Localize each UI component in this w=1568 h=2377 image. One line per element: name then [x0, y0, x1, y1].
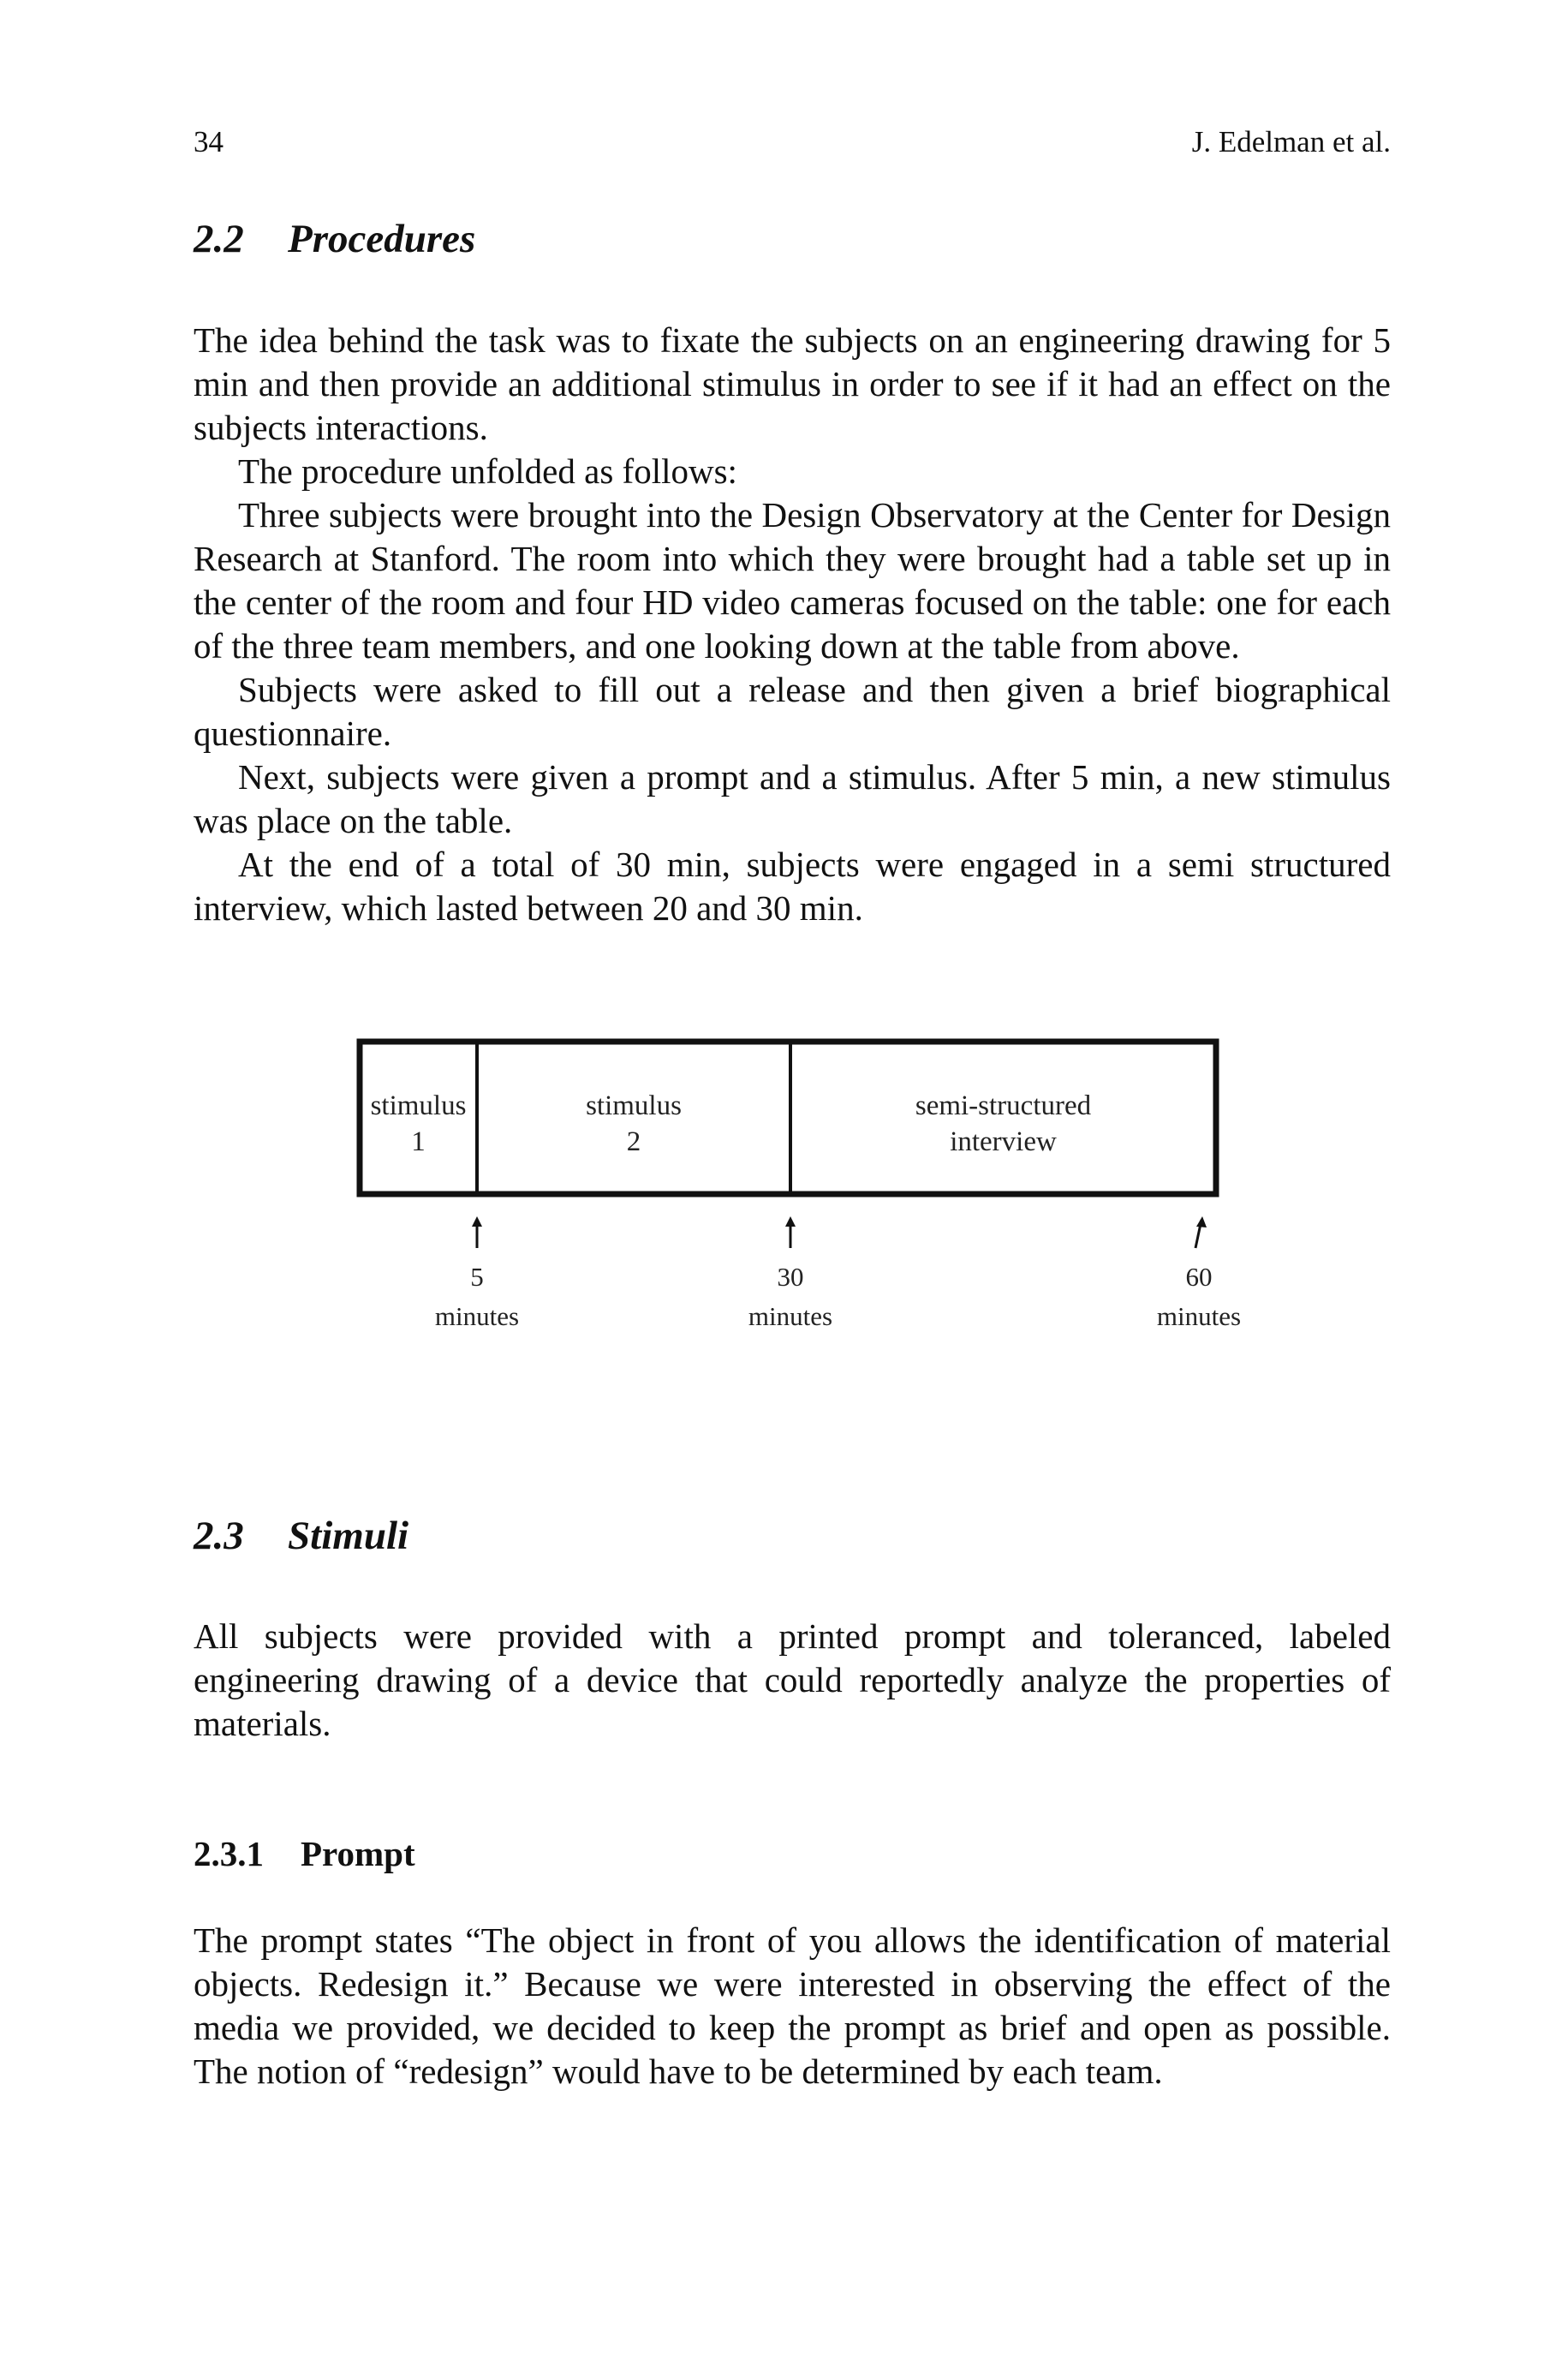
- segment-label: interview: [950, 1126, 1057, 1157]
- subsection-2-3-1-body: [194, 1919, 1391, 2093]
- timeline-figure: [343, 1038, 1250, 1355]
- timeline-segment: [790, 1088, 1216, 1160]
- section-heading-2-2: [194, 216, 475, 262]
- section-heading-2-3: [194, 1513, 408, 1559]
- timeline-marker: [408, 1257, 546, 1336]
- timeline-segment: [477, 1088, 790, 1160]
- paragraph: All subjects were provided with a printed prompt and toleranced, labeled engineering drawing of a device that could reportedly analyze the properties of materials.: [194, 1616, 1391, 1743]
- timeline-marker: [722, 1257, 859, 1336]
- section-number: 2.2: [194, 217, 244, 261]
- paragraph: Subjects were asked to fill out a release and then given a brief biographical questionnaire.: [194, 670, 1391, 753]
- paragraph: Next, subjects were given a prompt and a stimulus. After 5 min, a new stimulus was place on the table.: [194, 757, 1391, 840]
- paragraph: Three subjects were brought into the Design Observatory at the Center for Design Research at Stanford. The room into which they were brought had a table set up in the center of the room and four HD video cameras focused on the table: one for each of the three team members, and one looking down at the table from above.: [194, 495, 1391, 666]
- paragraph: The procedure unfolded as follows:: [238, 451, 737, 491]
- timeline-marker: [1130, 1257, 1267, 1336]
- segment-label: 1: [411, 1126, 426, 1157]
- paragraph: The prompt states “The object in front of you allows the identification of material objects. Redesign it.” Because we were interested in observing the effect of the media we provided, we decided to keep the prompt as brief and open as possible. The notion of “redesign” would have to be determined by each team.: [194, 1920, 1391, 2091]
- running-head-authors: J. Edelman et al.: [1191, 125, 1391, 158]
- page-number: 34: [194, 125, 224, 158]
- segment-label: stimulus: [586, 1090, 682, 1121]
- marker-unit: minutes: [434, 1301, 520, 1331]
- arrow-up-icon: [472, 1216, 482, 1248]
- marker-value: 30: [777, 1262, 804, 1292]
- segment-label: semi-structured: [915, 1090, 1092, 1121]
- subsection-heading-2-3-1: [194, 1833, 415, 1874]
- timeline-segment: [360, 1088, 477, 1160]
- subsection-title: Prompt: [301, 1834, 415, 1873]
- marker-value: 60: [1185, 1262, 1213, 1292]
- marker-value: 5: [470, 1262, 484, 1292]
- section-title: Procedures: [288, 217, 476, 261]
- segment-label: stimulus: [370, 1090, 467, 1121]
- segment-label: 2: [626, 1126, 641, 1157]
- arrow-up-icon: [785, 1216, 796, 1248]
- section-2-2-body: [194, 319, 1391, 930]
- marker-unit: minutes: [748, 1301, 833, 1331]
- section-2-3-body: [194, 1615, 1391, 1746]
- subsection-number: 2.3.1: [194, 1834, 264, 1873]
- arrow-up-icon: [1195, 1216, 1207, 1248]
- marker-unit: minutes: [1156, 1301, 1242, 1331]
- section-number: 2.3: [194, 1514, 244, 1558]
- paragraph: The idea behind the task was to fixate the subjects on an engineering drawing for 5 min and then provide an additional stimulus in order to see if it had an effect on the subjects interactions.: [194, 320, 1391, 447]
- paragraph: At the end of a total of 30 min, subjects were engaged in a semi structured interview, which lasted between 20 and 30 min.: [194, 845, 1391, 928]
- section-title: Stimuli: [288, 1514, 409, 1558]
